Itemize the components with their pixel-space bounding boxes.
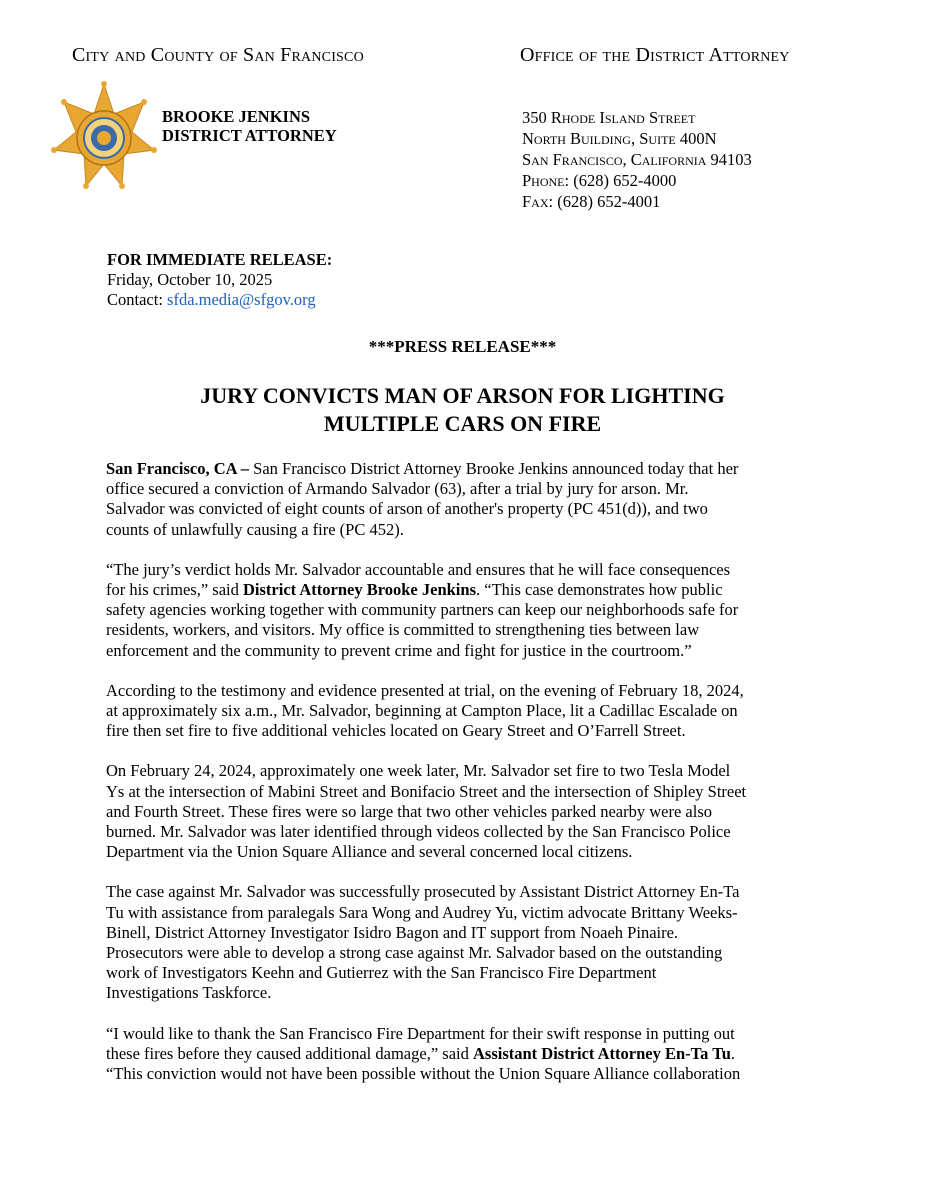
contact-email-link[interactable]: sfda.media@sfgov.org: [167, 290, 316, 309]
office-heading: Office of the District Attorney: [520, 44, 790, 66]
paragraph-6: “I would like to thank the San Francisco Fire Department for their swift response in putting out these fires before they caused additional damage,” said Assistant District Attorney En-Ta Tu. “This conviction would not have been possible without the Union Square Alliance collaboration: [106, 1023, 741, 1084]
release-label: FOR IMMEDIATE RELEASE:: [107, 250, 333, 269]
headline: [0, 382, 925, 438]
headline-line-1: JURY CONVICTS MAN OF ARSON FOR LIGHTING: [200, 383, 725, 408]
headline-line-2: MULTIPLE CARS ON FIRE: [323, 411, 602, 436]
da-title: DISTRICT ATTORNEY: [162, 126, 337, 145]
article-body: [106, 459, 826, 1084]
address-phone: Phone: (628) 652-4000: [522, 171, 677, 190]
release-info: [107, 250, 332, 310]
district-attorney-block: [162, 107, 337, 145]
address-street: 350 Rhode Island Street: [522, 108, 696, 127]
paragraph-2: “The jury’s verdict holds Mr. Salvador accountable and ensures that he will face consequences for his crimes,” said District Attorney Brooke Jenkins. “This case demonstrates how public safety agencies working together with community partners can keep our neighborhoods safe for residents, workers, and visitors. My office is committed to strengthening ties between law enforcement and the community to prevent crime and fight for justice in the courtroom.”: [106, 559, 739, 660]
release-contact: Contact: sfda.media@sfgov.org: [107, 290, 316, 309]
office-address: [522, 107, 752, 212]
city-county-heading: City and County of San Francisco: [72, 44, 364, 66]
seal-star-shape: [51, 81, 157, 189]
paragraph-1: San Francisco, CA – San Francisco District Attorney Brooke Jenkins announced today that her office secured a conviction of Armando Salvador (63), after a trial by jury for arson. Mr. Salvador was convicted of eight counts of arson of another's property (PC 451(d)), and two counts of unlawfully causing a fire (PC 452).: [106, 459, 739, 539]
release-date: Friday, October 10, 2025: [107, 270, 273, 289]
da-quote-attribution: District Attorney Brooke Jenkins: [243, 580, 476, 600]
address-building: North Building, Suite 400N: [522, 129, 717, 148]
paragraph-5: The case against Mr. Salvador was successfully prosecuted by Assistant District Attorney En-Ta Tu with assistance from paralegals Sara Wong and Audrey Yu, victim advocate Brittany Weeks- Binell, District Attorney Investigator Isidro Bagon and IT support from Noaeh Pinaire. Prosecutors were able to develop a strong case against Mr. Salvador based on the outstanding work of Investigators Keehn and Gutierrez with the San Francisco Fire Department Investigations Taskforce.: [106, 882, 740, 1003]
da-name: BROOKE JENKINS: [162, 107, 311, 126]
ada-quote-attribution: Assistant District Attorney En-Ta Tu: [472, 1043, 731, 1063]
dateline: San Francisco, CA –: [106, 459, 250, 478]
address-fax: Fax: (628) 652-4001: [522, 192, 661, 211]
paragraph-3: According to the testimony and evidence presented at trial, on the evening of February 18, 2024, at approximately six a.m., Mr. Salvador, beginning at Campton Place, lit a Cadillac Escalade on fire then set fire to five additional vehicles located on Geary Street and O’Farrell Street.: [106, 680, 744, 741]
address-city: San Francisco, California 94103: [522, 150, 752, 169]
sheriff-star-seal-icon: [48, 80, 160, 192]
paragraph-4: On February 24, 2024, approximately one week later, Mr. Salvador set fire to two Tesla Model Ys at the intersection of Mabini Street and Bonifacio Street and the intersection of Shipley Street and Fourth Street. These fires were so large that two other vehicles parked nearby were also burned. Mr. Salvador was later identified through videos collected by the San Francisco Police Department via the Union Square Alliance and several concerned local citizens.: [106, 761, 747, 862]
press-release-label: ***PRESS RELEASE***: [368, 337, 557, 356]
